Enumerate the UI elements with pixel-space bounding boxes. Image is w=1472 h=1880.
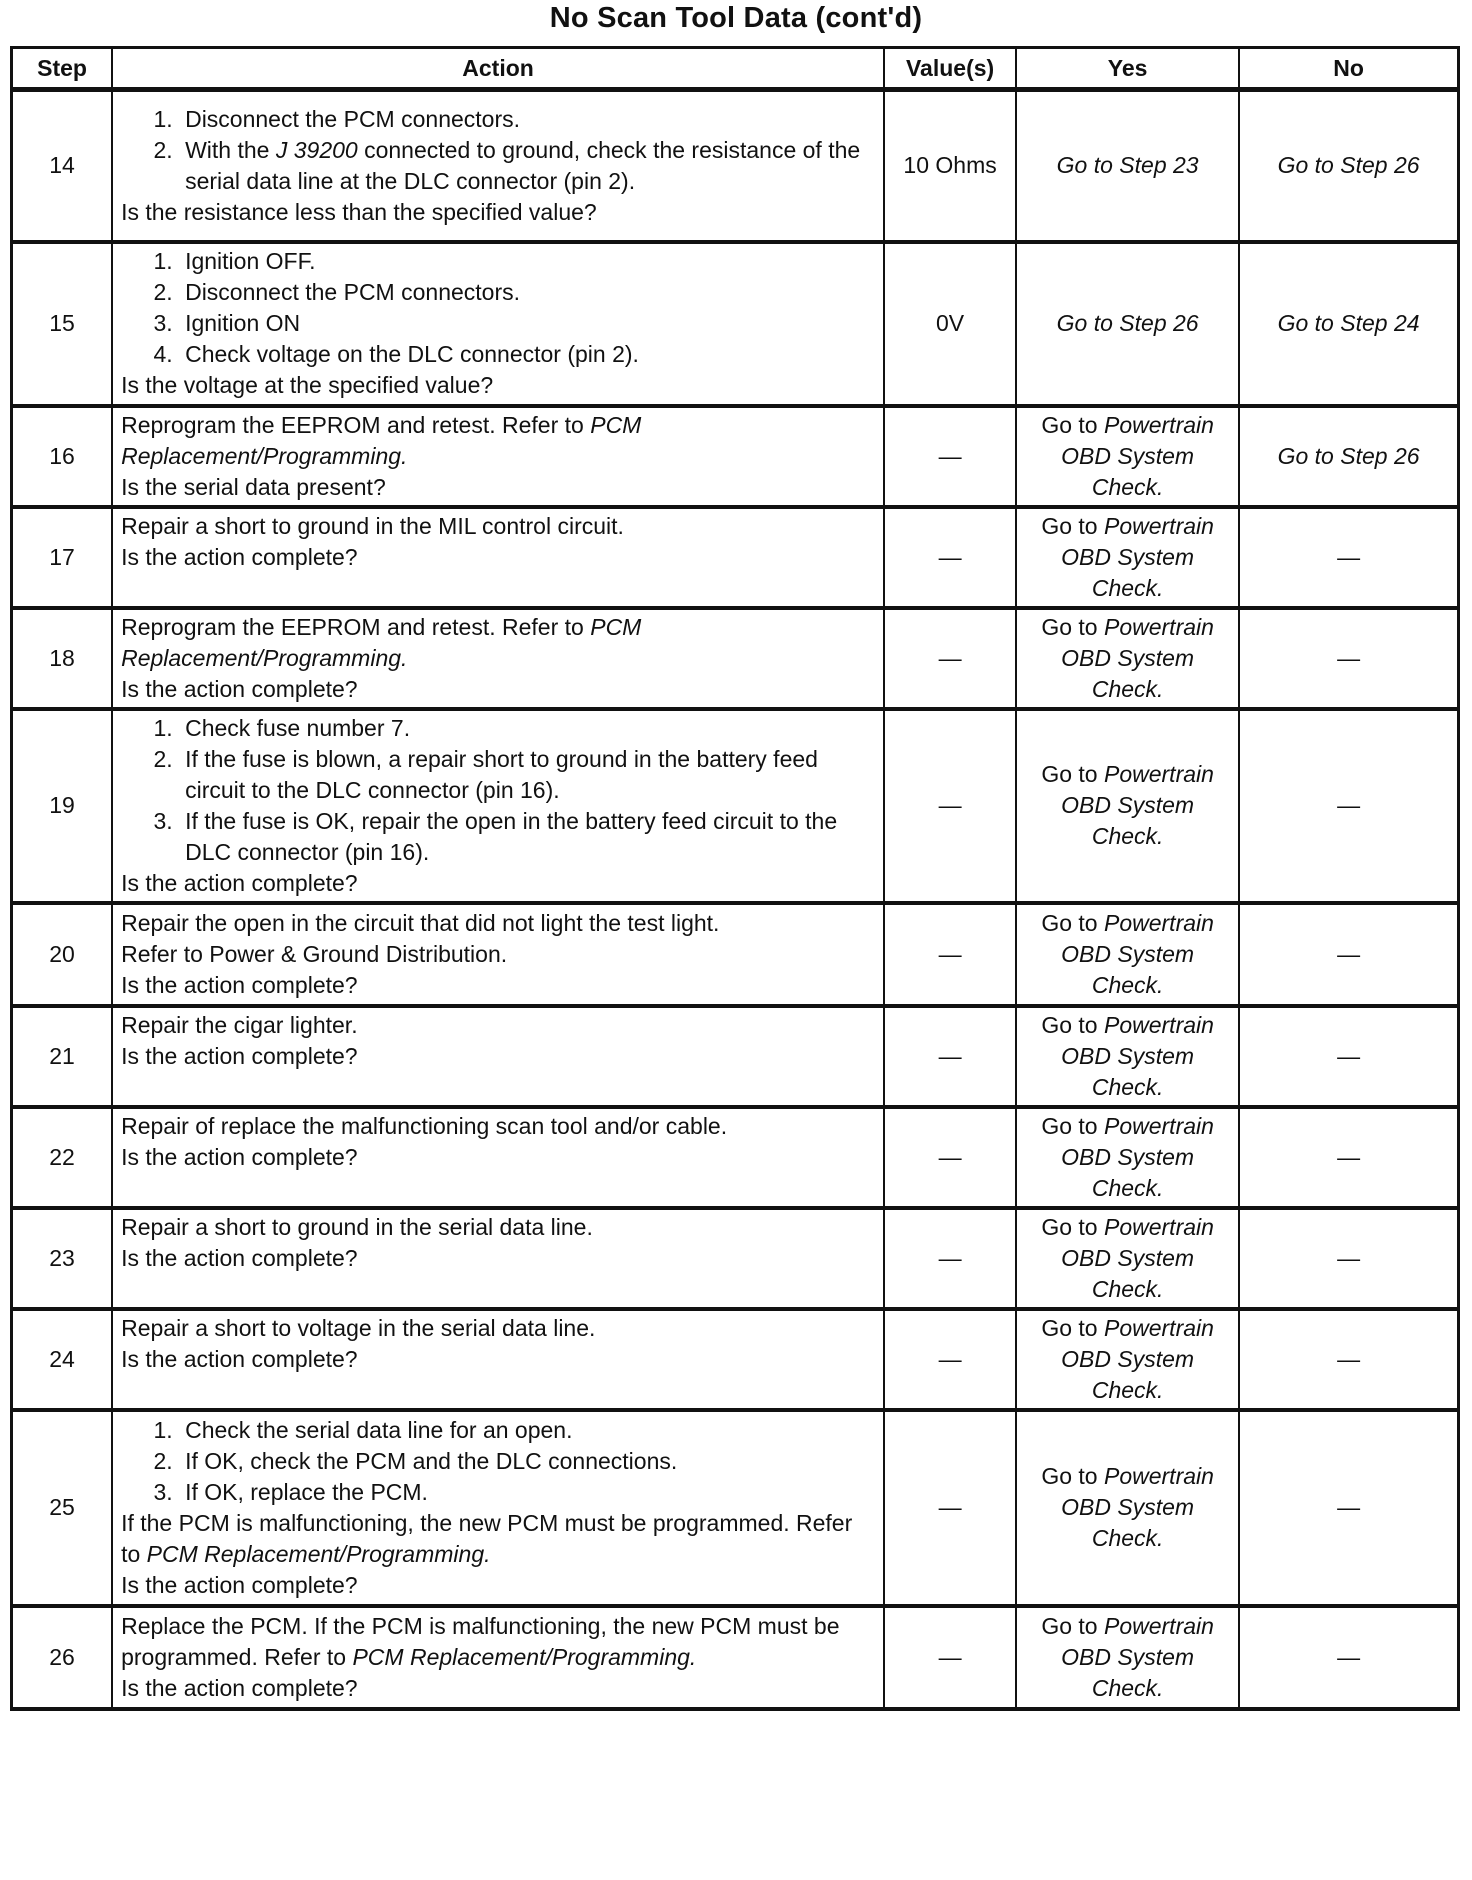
no-cell: —: [1239, 507, 1458, 608]
procedure-reference: PCM Replacement/Programming.: [121, 411, 642, 469]
table-row: [12, 90, 1459, 242]
step-number: 21: [12, 1006, 113, 1107]
yes-cell: [1016, 1309, 1239, 1410]
action-cell: [112, 608, 884, 709]
obd-check-link: Powertrain OBD System Check.: [1061, 1213, 1214, 1302]
table-row: [12, 709, 1459, 903]
tool-reference: J 39200: [275, 136, 358, 163]
action-text: [121, 1611, 877, 1673]
action-cell: [112, 1208, 884, 1309]
value-cell: —: [884, 1107, 1016, 1208]
action-cell: [112, 90, 884, 242]
step-number: 24: [12, 1309, 113, 1410]
action-cell: [112, 1107, 884, 1208]
obd-check-link: Powertrain OBD System Check.: [1061, 909, 1214, 998]
table-row: [12, 608, 1459, 709]
action-question: Is the action complete?: [121, 543, 358, 570]
action-item: 3. If the fuse is OK, repair the open in the battery feed circuit to the DLC connector (pin 16).: [179, 806, 877, 868]
yes-cell: [1016, 1107, 1239, 1208]
action-list: [121, 246, 877, 370]
no-cell: —: [1239, 1309, 1458, 1410]
action-text: Repair a short to ground in the serial data line.: [121, 1213, 593, 1240]
no-cell: —: [1239, 1410, 1458, 1606]
action-text-plain: Replace the PCM. If the PCM is malfunctioning, the new PCM must be programmed. Refer to: [121, 1612, 840, 1670]
action-question: Is the action complete?: [121, 675, 358, 702]
diagnostic-table: [10, 46, 1460, 1711]
header-step: Step: [12, 48, 113, 90]
action-question: Is the serial data present?: [121, 473, 386, 500]
table-row: [12, 1410, 1459, 1606]
yes-cell: [1016, 242, 1239, 406]
goto-prefix: Go to: [1041, 411, 1104, 438]
no-cell: —: [1239, 903, 1458, 1006]
no-link: Go to Step 24: [1277, 310, 1420, 336]
action-item: 3. Ignition ON: [179, 308, 877, 339]
no-cell: —: [1239, 1208, 1458, 1309]
table-row: [12, 1006, 1459, 1107]
yes-link: Go to Step 23: [1056, 152, 1199, 179]
action-item: 2. Disconnect the PCM connectors.: [179, 277, 877, 308]
action-question: Is the action complete?: [121, 1244, 358, 1271]
no-cell: —: [1239, 709, 1458, 903]
action-text: Repair of replace the malfunctioning scan tool and/or cable.: [121, 1112, 728, 1139]
action-list: [121, 104, 877, 197]
obd-check-link: Powertrain OBD System Check.: [1061, 1463, 1214, 1551]
obd-check-link: Powertrain OBD System Check.: [1061, 411, 1214, 500]
table-row: [12, 242, 1459, 406]
goto-prefix: Go to: [1041, 909, 1104, 936]
action-item: 1. Check fuse number 7.: [179, 713, 877, 744]
no-link: Go to Step 26: [1277, 152, 1420, 179]
value-cell: —: [884, 1410, 1016, 1606]
yes-cell: [1016, 608, 1239, 709]
action-question: Is the action complete?: [121, 1042, 358, 1069]
goto-prefix: Go to: [1041, 1612, 1104, 1639]
table-row: [12, 903, 1459, 1006]
action-question: Is the voltage at the specified value?: [121, 372, 494, 398]
action-cell: [112, 242, 884, 406]
no-cell: —: [1239, 608, 1458, 709]
procedure-reference: PCM Replacement/Programming.: [352, 1643, 697, 1670]
goto-prefix: Go to: [1041, 1463, 1104, 1489]
action-cell: [112, 709, 884, 903]
yes-cell: [1016, 1006, 1239, 1107]
header-yes: Yes: [1016, 48, 1239, 90]
obd-check-link: Powertrain OBD System Check.: [1061, 613, 1214, 702]
step-number: 20: [12, 903, 113, 1006]
table-row: [12, 1309, 1459, 1410]
value-cell: —: [884, 903, 1016, 1006]
value-cell: —: [884, 406, 1016, 507]
goto-prefix: Go to: [1041, 1213, 1104, 1240]
action-cell: [112, 406, 884, 507]
yes-cell: [1016, 507, 1239, 608]
action-cell: [112, 1309, 884, 1410]
action-list: [121, 713, 877, 868]
action-text: Repair the open in the circuit that did not light the test light.: [121, 909, 720, 936]
step-number: 15: [12, 242, 113, 406]
action-text-plain: Reprogram the EEPROM and retest. Refer to: [121, 613, 591, 640]
action-cell: [112, 507, 884, 608]
action-item: 1. Disconnect the PCM connectors.: [179, 104, 877, 135]
no-cell: —: [1239, 1606, 1458, 1709]
value-cell: —: [884, 1309, 1016, 1410]
table-row: [12, 507, 1459, 608]
goto-prefix: Go to: [1041, 1314, 1104, 1341]
value-cell: —: [884, 709, 1016, 903]
no-cell: [1239, 242, 1458, 406]
value-cell: —: [884, 608, 1016, 709]
obd-check-link: Powertrain OBD System Check.: [1061, 512, 1214, 601]
action-reference: Refer to Power & Ground Distribution.: [121, 940, 508, 967]
step-number: 17: [12, 507, 113, 608]
yes-cell: [1016, 1606, 1239, 1709]
action-cell: [112, 1006, 884, 1107]
header-row: [12, 48, 1459, 90]
procedure-reference: PCM Replacement/Programming.: [121, 613, 642, 671]
action-text-plain: If the PCM is malfunctioning, the new PCM must be programmed. Refer to: [121, 1509, 853, 1567]
header-values: Value(s): [884, 48, 1016, 90]
action-text: Repair a short to voltage in the serial data line.: [121, 1314, 596, 1341]
action-question: Is the action complete?: [121, 1571, 358, 1598]
value-cell: —: [884, 507, 1016, 608]
action-item: 2. If the fuse is blown, a repair short to ground in the battery feed circuit to the DLC connector (pin 16).: [179, 744, 877, 806]
action-text: With the: [185, 136, 276, 163]
table-row: [12, 406, 1459, 507]
value-cell: —: [884, 1606, 1016, 1709]
obd-check-link: Powertrain OBD System Check.: [1061, 1011, 1214, 1100]
action-text-plain: Reprogram the EEPROM and retest. Refer to: [121, 411, 591, 438]
yes-cell: [1016, 903, 1239, 1006]
action-item: 1. Ignition OFF.: [179, 246, 877, 277]
procedure-reference: PCM Replacement/Programming.: [146, 1540, 491, 1567]
yes-link: Go to Step 26: [1056, 310, 1199, 336]
value-cell: —: [884, 1208, 1016, 1309]
header-no: No: [1239, 48, 1458, 90]
action-question: Is the resistance less than the specified value?: [121, 198, 597, 225]
no-cell: —: [1239, 1107, 1458, 1208]
action-text: connected to ground, check the resistance of the serial data line at the DLC connector (pin 2).: [185, 136, 861, 194]
yes-cell: [1016, 709, 1239, 903]
page-title: No Scan Tool Data (cont'd): [549, 2, 923, 34]
step-number: 26: [12, 1606, 113, 1709]
action-text: Repair the cigar lighter.: [121, 1011, 358, 1038]
action-cell: [112, 1410, 884, 1606]
step-number: 18: [12, 608, 113, 709]
step-number: 19: [12, 709, 113, 903]
action-question: Is the action complete?: [121, 1143, 358, 1170]
action-question: Is the action complete?: [121, 971, 358, 998]
step-number: 16: [12, 406, 113, 507]
yes-cell: [1016, 1208, 1239, 1309]
goto-prefix: Go to: [1041, 761, 1104, 787]
action-item: [179, 135, 877, 197]
yes-cell: [1016, 406, 1239, 507]
value-cell: 0V: [884, 242, 1016, 406]
obd-check-link: Powertrain OBD System Check.: [1061, 1314, 1214, 1403]
action-text: [121, 1508, 877, 1570]
action-list: [121, 1415, 877, 1508]
action-text: Repair a short to ground in the MIL control circuit.: [121, 512, 624, 539]
obd-check-link: Powertrain OBD System Check.: [1061, 1612, 1214, 1701]
action-cell: [112, 903, 884, 1006]
no-link: Go to Step 26: [1277, 442, 1420, 469]
action-item: 1. Check the serial data line for an open.: [179, 1415, 877, 1446]
yes-cell: [1016, 90, 1239, 242]
step-number: 14: [12, 90, 113, 242]
obd-check-link: Powertrain OBD System Check.: [1061, 761, 1214, 849]
action-question: Is the action complete?: [121, 1345, 358, 1372]
action-text: [121, 410, 877, 472]
goto-prefix: Go to: [1041, 512, 1104, 539]
action-cell: [112, 1606, 884, 1709]
table-row: [12, 1107, 1459, 1208]
action-item: 2. If OK, check the PCM and the DLC connections.: [179, 1446, 877, 1477]
header-action: Action: [112, 48, 884, 90]
obd-check-link: Powertrain OBD System Check.: [1061, 1112, 1214, 1201]
no-cell: —: [1239, 1006, 1458, 1107]
table-row: [12, 1208, 1459, 1309]
no-cell: [1239, 406, 1458, 507]
step-number: 25: [12, 1410, 113, 1606]
value-cell: —: [884, 1006, 1016, 1107]
yes-cell: [1016, 1410, 1239, 1606]
goto-prefix: Go to: [1041, 1112, 1104, 1139]
action-question: Is the action complete?: [121, 869, 358, 896]
goto-prefix: Go to: [1041, 613, 1104, 640]
no-cell: [1239, 90, 1458, 242]
action-question: Is the action complete?: [121, 1674, 358, 1701]
goto-prefix: Go to: [1041, 1011, 1104, 1038]
step-number: 22: [12, 1107, 113, 1208]
action-text: [121, 612, 877, 674]
step-number: 23: [12, 1208, 113, 1309]
action-item: 3. If OK, replace the PCM.: [179, 1477, 877, 1508]
action-item: 4. Check voltage on the DLC connector (pin 2).: [179, 339, 877, 370]
value-cell: 10 Ohms: [884, 90, 1016, 242]
table-row: [12, 1606, 1459, 1709]
